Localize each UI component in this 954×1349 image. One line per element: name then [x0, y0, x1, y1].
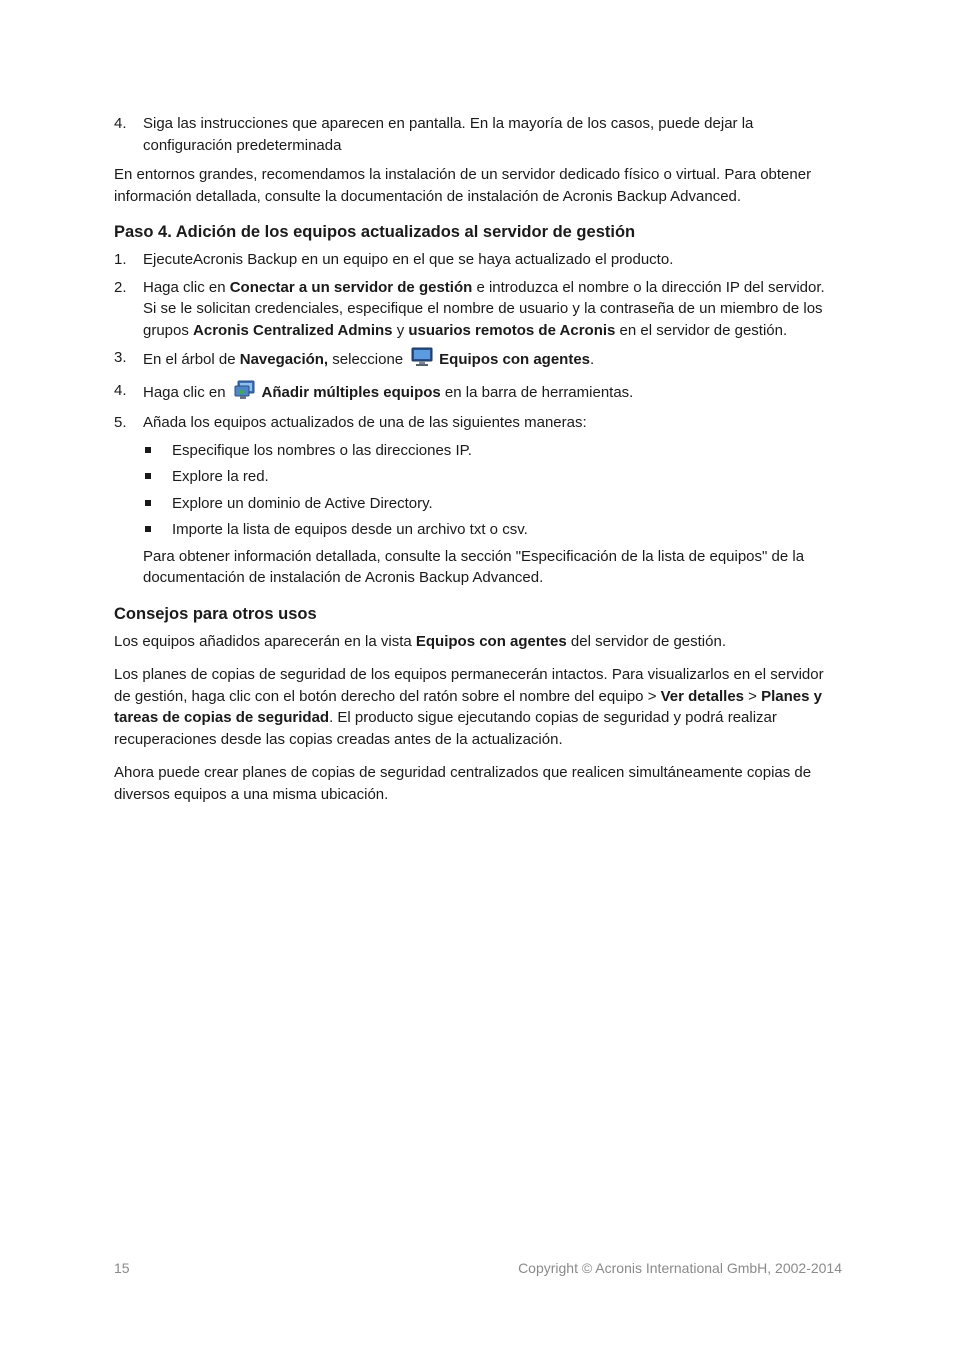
- ui-term: Planes y tareas de copias de seguridad: [114, 687, 822, 726]
- bullet-square-icon: [145, 526, 151, 532]
- step-text: seleccione: [328, 351, 404, 368]
- step-5-note: Para obtener información detallada, consulte la sección "Especificación de la lista de equipos" de la documentación de instalación de Acronis Backup Advanced.: [143, 547, 805, 586]
- paragraph-text: . El producto sigue ejecutando copias de seguridad y podrá realizar recuperaciones desde las copias creadas antes de la actualización.: [114, 709, 777, 748]
- step-text: y: [392, 321, 409, 339]
- paragraph-tips-3: Ahora puede crear planes de copias de seguridad centralizados que realicen simultáneamente copias de diversos equipos a una misma ubicación.: [114, 764, 812, 803]
- list-item: [143, 493, 842, 515]
- bullet-text: Importe la lista de equipos desde un archivo txt o csv.: [172, 521, 528, 538]
- step-number: 2.: [114, 278, 127, 296]
- copyright-notice: Copyright © Acronis International GmbH, 2002-2014: [518, 1260, 842, 1276]
- step-number: 4.: [114, 115, 127, 132]
- list-item: [114, 277, 842, 342]
- list-item: [143, 466, 842, 488]
- step-number: 1.: [114, 251, 127, 268]
- step-text: e introduzca el nombre o la dirección IP del servidor. Si se le solicitan credenciales, especifique el nombre de usuario y la contraseña de un miembro de los grupos: [143, 278, 825, 339]
- step-number: 5.: [114, 414, 127, 431]
- step-text: en el servidor de gestión.: [615, 321, 788, 339]
- step-number: 3.: [114, 349, 127, 366]
- heading-step-4: Paso 4. Adición de los equipos actualizados al servidor de gestión: [114, 223, 636, 241]
- step-text: .: [590, 351, 595, 368]
- step-text: Haga clic en: [143, 278, 230, 296]
- ui-term: Conectar a un servidor de gestión: [229, 278, 473, 296]
- bullet-text: Explore un dominio de Active Directory.: [172, 494, 433, 512]
- bullet-text: Especifique los nombres o las direcciones IP.: [172, 441, 472, 459]
- step-text: Siga las instrucciones que aparecen en pantalla. En la mayoría de los casos, puede dejar la configuración predeterminada: [143, 115, 754, 154]
- computer-monitor-icon: [411, 347, 433, 374]
- bullet-square-icon: [145, 473, 151, 479]
- step-text: Haga clic en: [143, 383, 226, 401]
- step-text: Añada los equipos actualizados de una de las siguientes maneras:: [143, 414, 587, 431]
- step-text: En el árbol de: [143, 351, 240, 368]
- bullet-square-icon: [145, 500, 151, 506]
- paragraph-large-environments: En entornos grandes, recomendamos la instalación de un servidor dedicado físico o virtual. Para obtener información detallada, consulte la documentación de instalación de Acronis Backup Advanced.: [114, 166, 812, 205]
- page-content: [114, 113, 842, 817]
- list-item: [114, 347, 842, 374]
- heading-tips: Consejos para otros usos: [114, 604, 317, 623]
- paragraph-tips-2: [114, 664, 842, 750]
- ui-term: Equipos con agentes: [439, 351, 591, 368]
- ui-term: Navegación,: [239, 351, 329, 368]
- ui-term: usuarios remotos de Acronis: [408, 321, 616, 339]
- list-item: [143, 440, 842, 462]
- ui-term: Equipos con agentes: [415, 632, 567, 650]
- step-text: en la barra de herramientas.: [440, 383, 634, 401]
- paragraph-tips-1: [114, 631, 842, 653]
- bullet-text: Explore la red.: [172, 468, 269, 485]
- list-item: [114, 249, 842, 271]
- page-number: 15: [114, 1260, 130, 1276]
- ui-term: Acronis Centralized Admins: [193, 321, 393, 339]
- add-machines-icon: [234, 380, 256, 407]
- step-list: [114, 249, 842, 589]
- ui-term: Ver detalles: [660, 687, 745, 705]
- list-item: [114, 380, 842, 407]
- paragraph-text: Los planes de copias de seguridad de los equipos permanecerán intactos. Para visualizarlos en el servidor de gestión, haga clic con el botón derecho del ratón sobre el nombre del equipo >: [114, 666, 824, 705]
- paragraph-text: Los equipos añadidos aparecerán en la vista: [114, 632, 416, 650]
- bullet-square-icon: [145, 447, 151, 453]
- list-item: [114, 412, 842, 589]
- step-text: EjecuteAcronis Backup en un equipo en el que se haya actualizado el producto.: [143, 251, 674, 268]
- intro-step-list: [114, 113, 842, 156]
- step-number: 4.: [114, 381, 127, 399]
- bullet-list: [143, 440, 842, 541]
- paragraph-text: del servidor de gestión.: [566, 632, 726, 650]
- paragraph-text: >: [744, 687, 762, 705]
- list-item: [114, 113, 842, 156]
- ui-term: Añadir múltiples equipos: [261, 383, 441, 401]
- list-item: [143, 519, 842, 541]
